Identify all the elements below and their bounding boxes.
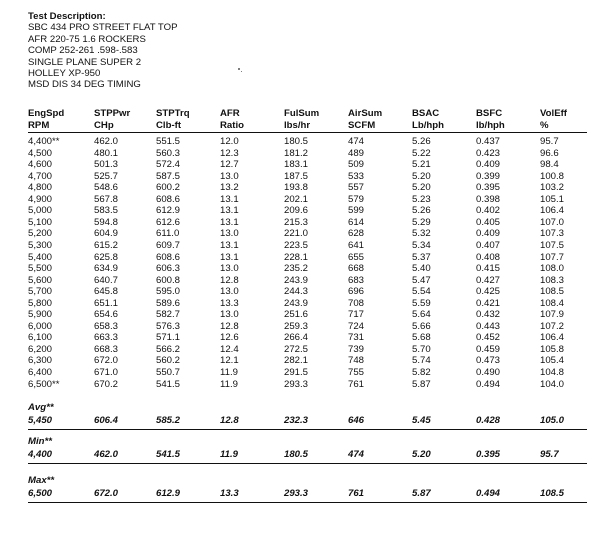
cell-fuel: 235.2 (284, 263, 309, 275)
cell-torque: 576.3 (156, 320, 181, 332)
cell-voleff: 106.4 (540, 205, 565, 217)
cell-bsac: 5.26 (412, 205, 431, 217)
cell-bsfc: 0.408 (476, 251, 501, 263)
cell-bsfc: 0.432 (476, 309, 501, 321)
description-line: AFR 220-75 1.6 ROCKERS (28, 33, 146, 45)
cell-bsfc: 0.398 (476, 193, 501, 205)
description-line: COMP 252-261 .598-.583 (28, 45, 138, 57)
cell-power: 672.0 (94, 355, 119, 367)
cell-power: 604.9 (94, 228, 119, 240)
cell-voleff: 108.3 (540, 274, 565, 286)
cell-rpm: 5,100 (28, 216, 53, 228)
cell-power: 658.3 (94, 320, 119, 332)
test-description (28, 11, 177, 91)
cell-voleff: 107.9 (540, 309, 565, 321)
cell-fuel: 221.0 (284, 228, 309, 240)
cell-bsac: 5.23 (412, 193, 431, 205)
cell-rpm: 5,700 (28, 286, 53, 298)
table-row (0, 252, 602, 264)
cell-bsac: 5.74 (412, 355, 431, 367)
cell-power: 668.3 (94, 343, 119, 355)
cell-torque: 595.0 (156, 286, 181, 298)
cell-fuel: 291.5 (284, 367, 309, 378)
cell-voleff: 98.4 (540, 159, 559, 171)
table-row (0, 367, 602, 379)
summary-cell-fuel: 293.3 (284, 488, 309, 499)
cell-air: 668 (348, 263, 365, 275)
table-row (0, 309, 602, 321)
cell-torque: 560.2 (156, 355, 181, 367)
cell-bsac: 5.87 (412, 378, 431, 390)
table-row (0, 332, 602, 344)
column-header-stptrq: STPTrq Clb-ft (156, 108, 190, 131)
cell-rpm: 5,800 (28, 297, 53, 309)
summary-row-min (0, 449, 602, 461)
table-row (0, 379, 602, 391)
cell-rpm: 5,600 (28, 274, 53, 286)
cell-bsac: 5.64 (412, 309, 431, 321)
cell-afr: 13.2 (220, 182, 239, 194)
cell-afr: 13.1 (220, 239, 239, 251)
cell-fuel: 202.1 (284, 193, 309, 205)
cell-power: 671.0 (94, 367, 119, 378)
cell-power: 615.2 (94, 239, 119, 251)
table-row (0, 148, 602, 160)
cell-afr: 12.4 (220, 343, 239, 355)
cell-bsac: 5.40 (412, 263, 431, 275)
cell-rpm: 6,400 (28, 367, 53, 378)
table-row (0, 171, 602, 183)
scan-speck (238, 68, 240, 70)
summary-cell-torque: 612.9 (156, 488, 181, 499)
cell-air: 683 (348, 274, 365, 286)
cell-voleff: 107.0 (540, 216, 565, 228)
cell-air: 474 (348, 136, 365, 147)
cell-bsfc: 0.490 (476, 367, 501, 378)
summary-cell-bsac: 5.20 (412, 449, 431, 460)
cell-power: 634.9 (94, 263, 119, 275)
table-row (0, 136, 602, 148)
cell-rpm: 6,300 (28, 355, 53, 367)
cell-bsac: 5.26 (412, 136, 431, 147)
summary-cell-bsac: 5.45 (412, 415, 431, 426)
scan-speck (241, 71, 242, 72)
cell-afr: 12.7 (220, 159, 239, 171)
cell-fuel: 266.4 (284, 332, 309, 344)
cell-bsfc: 0.415 (476, 263, 501, 275)
cell-voleff: 108.4 (540, 297, 565, 309)
cell-voleff: 104.0 (540, 378, 565, 390)
cell-bsac: 5.54 (412, 286, 431, 298)
cell-bsfc: 0.405 (476, 216, 501, 228)
table-row (0, 217, 602, 229)
cell-air: 739 (348, 343, 365, 355)
cell-afr: 13.1 (220, 193, 239, 205)
cell-afr: 13.0 (220, 309, 239, 321)
description-line: SINGLE PLANE SUPER 2 (28, 56, 142, 68)
table-row (0, 344, 602, 356)
cell-bsac: 5.34 (412, 239, 431, 251)
cell-torque: 566.2 (156, 343, 181, 355)
cell-torque: 612.9 (156, 205, 181, 217)
cell-fuel: 272.5 (284, 343, 309, 355)
cell-rpm: 5,300 (28, 239, 53, 251)
summary-cell-rpm: 4,400 (28, 449, 53, 460)
cell-air: 708 (348, 297, 365, 309)
cell-bsfc: 0.421 (476, 297, 501, 309)
cell-torque: 611.0 (156, 228, 180, 240)
cell-power: 663.3 (94, 332, 119, 344)
table-row (0, 159, 602, 171)
cell-power: 480.1 (94, 147, 119, 159)
summary-cell-bsac: 5.87 (412, 488, 431, 499)
summary-label-avg: Avg** (28, 402, 54, 413)
table-row (0, 194, 602, 206)
summary-cell-voleff: 108.5 (540, 488, 565, 499)
cell-afr: 12.6 (220, 332, 239, 344)
cell-power: 501.3 (94, 159, 119, 171)
summary-cell-air: 646 (348, 415, 365, 426)
description-line: SBC 434 PRO STREET FLAT TOP (28, 22, 178, 34)
cell-torque: 550.7 (156, 367, 181, 378)
cell-fuel: 259.3 (284, 320, 309, 332)
cell-bsfc: 0.443 (476, 320, 501, 332)
summary-cell-air: 761 (348, 488, 365, 499)
cell-fuel: 282.1 (284, 355, 309, 367)
cell-afr: 13.0 (220, 228, 239, 240)
cell-air: 509 (348, 159, 365, 171)
cell-voleff: 108.5 (540, 286, 565, 298)
cell-air: 655 (348, 251, 365, 263)
cell-torque: 572.4 (156, 159, 181, 171)
cell-voleff: 105.8 (540, 343, 565, 355)
table-row (0, 355, 602, 367)
cell-rpm: 5,000 (28, 205, 53, 217)
table-row (0, 263, 602, 275)
cell-rpm: 6,100 (28, 332, 53, 344)
cell-bsac: 5.37 (412, 251, 431, 263)
summary-cell-bsfc: 0.395 (476, 449, 501, 460)
cell-afr: 13.0 (220, 263, 239, 275)
cell-bsfc: 0.399 (476, 170, 501, 182)
summary-cell-rpm: 5,450 (28, 415, 53, 426)
description-line: HOLLEY XP-950 (28, 68, 101, 80)
summary-row-avg (0, 415, 602, 427)
cell-air: 614 (348, 216, 365, 228)
cell-voleff: 100.8 (540, 170, 565, 182)
cell-rpm: 4,400** (28, 136, 60, 147)
cell-afr: 12.0 (220, 136, 239, 147)
cell-bsac: 5.59 (412, 297, 431, 309)
cell-bsfc: 0.395 (476, 182, 501, 194)
cell-bsac: 5.47 (412, 274, 431, 286)
cell-afr: 12.8 (220, 274, 239, 286)
cell-voleff: 96.6 (540, 147, 559, 159)
cell-power: 651.1 (94, 297, 119, 309)
cell-bsfc: 0.409 (476, 159, 501, 171)
summary-cell-bsfc: 0.494 (476, 488, 501, 499)
cell-rpm: 4,600 (28, 159, 53, 171)
cell-afr: 12.8 (220, 320, 239, 332)
cell-afr: 12.3 (220, 147, 239, 159)
cell-afr: 13.3 (220, 297, 239, 309)
cell-power: 645.8 (94, 286, 119, 298)
column-header-bsac: BSAC Lb/hph (412, 108, 444, 131)
table-row (0, 205, 602, 217)
cell-rpm: 4,500 (28, 147, 53, 159)
summary-cell-power: 606.4 (94, 415, 119, 426)
cell-power: 670.2 (94, 378, 119, 390)
table-row (0, 182, 602, 194)
cell-voleff: 105.4 (540, 355, 565, 367)
cell-bsac: 5.66 (412, 320, 431, 332)
cell-torque: 582.7 (156, 309, 181, 321)
cell-torque: 560.3 (156, 147, 181, 159)
summary-cell-afr: 12.8 (220, 415, 239, 426)
cell-air: 628 (348, 228, 365, 240)
cell-torque: 612.6 (156, 216, 181, 228)
cell-air: 731 (348, 332, 365, 344)
cell-fuel: 243.9 (284, 274, 309, 286)
summary-cell-air: 474 (348, 449, 365, 460)
table-row (0, 286, 602, 298)
cell-bsac: 5.21 (412, 159, 431, 171)
table-row (0, 240, 602, 252)
cell-rpm: 4,800 (28, 182, 53, 194)
summary-rule (28, 429, 587, 430)
summary-cell-power: 672.0 (94, 488, 119, 499)
cell-power: 462.0 (94, 136, 119, 147)
cell-bsfc: 0.473 (476, 355, 501, 367)
cell-fuel: 209.6 (284, 205, 309, 217)
summary-cell-voleff: 105.0 (540, 415, 565, 426)
cell-rpm: 4,900 (28, 193, 53, 205)
cell-torque: 608.6 (156, 193, 181, 205)
cell-air: 696 (348, 286, 365, 298)
cell-air: 533 (348, 170, 365, 182)
column-header-engspd: EngSpd RPM (28, 108, 65, 131)
cell-torque: 609.7 (156, 239, 181, 251)
cell-air: 641 (348, 239, 365, 251)
column-header-bsfc: BSFC lb/hph (476, 108, 505, 131)
cell-voleff: 106.4 (540, 332, 565, 344)
cell-torque: 571.1 (156, 332, 181, 344)
cell-fuel: 180.5 (284, 136, 309, 147)
table-row (0, 321, 602, 333)
summary-cell-afr: 11.9 (220, 449, 238, 460)
cell-bsfc: 0.427 (476, 274, 501, 286)
cell-power: 567.8 (94, 193, 119, 205)
cell-fuel: 181.2 (284, 147, 309, 159)
cell-fuel: 193.8 (284, 182, 309, 194)
summary-rule (28, 502, 587, 503)
cell-rpm: 4,700 (28, 170, 53, 182)
cell-bsfc: 0.423 (476, 147, 501, 159)
summary-row-max (0, 488, 602, 500)
description-title: Test Description: (28, 11, 106, 22)
cell-voleff: 108.0 (540, 263, 565, 275)
cell-afr: 11.9 (220, 378, 238, 390)
summary-rule (28, 463, 587, 464)
cell-air: 748 (348, 355, 365, 367)
cell-torque: 600.2 (156, 182, 181, 194)
summary-cell-torque: 585.2 (156, 415, 181, 426)
cell-torque: 541.5 (156, 378, 181, 390)
summary-cell-rpm: 6,500 (28, 488, 53, 499)
cell-air: 761 (348, 378, 365, 390)
cell-rpm: 6,500** (28, 378, 60, 390)
cell-bsfc: 0.402 (476, 205, 501, 217)
table-row (0, 275, 602, 287)
cell-bsfc: 0.494 (476, 378, 501, 390)
cell-bsfc: 0.407 (476, 239, 501, 251)
cell-torque: 589.6 (156, 297, 181, 309)
cell-air: 579 (348, 193, 365, 205)
cell-fuel: 183.1 (284, 159, 309, 171)
summary-cell-fuel: 232.3 (284, 415, 309, 426)
cell-voleff: 107.7 (540, 251, 565, 263)
cell-air: 557 (348, 182, 365, 194)
table-row (0, 298, 602, 310)
cell-rpm: 5,200 (28, 228, 53, 240)
cell-torque: 551.5 (156, 136, 181, 147)
cell-power: 640.7 (94, 274, 119, 286)
cell-power: 583.5 (94, 205, 119, 217)
column-header-voleff: VolEff % (540, 108, 568, 131)
cell-fuel: 215.3 (284, 216, 309, 228)
cell-power: 654.6 (94, 309, 119, 321)
cell-bsac: 5.20 (412, 170, 431, 182)
summary-cell-fuel: 180.5 (284, 449, 309, 460)
cell-bsac: 5.20 (412, 182, 431, 194)
cell-torque: 606.3 (156, 263, 181, 275)
cell-fuel: 243.9 (284, 297, 309, 309)
cell-torque: 587.5 (156, 170, 181, 182)
cell-air: 489 (348, 147, 365, 159)
summary-cell-torque: 541.5 (156, 449, 181, 460)
cell-rpm: 6,000 (28, 320, 53, 332)
column-header-airsum: AirSum SCFM (348, 108, 383, 131)
summary-cell-voleff: 95.7 (540, 449, 559, 460)
cell-bsfc: 0.409 (476, 228, 501, 240)
cell-voleff: 105.1 (540, 193, 565, 205)
cell-voleff: 95.7 (540, 136, 559, 147)
cell-air: 599 (348, 205, 365, 217)
column-header-stppwr: STPPwr CHp (94, 108, 131, 131)
cell-bsac: 5.68 (412, 332, 431, 344)
cell-voleff: 107.3 (540, 228, 565, 240)
cell-rpm: 5,900 (28, 309, 53, 321)
cell-torque: 600.8 (156, 274, 181, 286)
cell-fuel: 244.3 (284, 286, 309, 298)
cell-bsfc: 0.452 (476, 332, 501, 344)
cell-afr: 13.1 (220, 205, 239, 217)
header-rule (28, 132, 587, 133)
cell-rpm: 5,500 (28, 263, 53, 275)
summary-label-min: Min** (28, 436, 52, 447)
cell-bsfc: 0.425 (476, 286, 501, 298)
summary-cell-afr: 13.3 (220, 488, 239, 499)
cell-fuel: 223.5 (284, 239, 309, 251)
cell-afr: 13.1 (220, 251, 239, 263)
cell-power: 525.7 (94, 170, 119, 182)
cell-air: 717 (348, 309, 365, 321)
cell-voleff: 107.5 (540, 239, 565, 251)
cell-power: 594.8 (94, 216, 119, 228)
cell-power: 625.8 (94, 251, 119, 263)
cell-air: 755 (348, 367, 365, 378)
cell-fuel: 228.1 (284, 251, 309, 263)
cell-torque: 608.6 (156, 251, 181, 263)
cell-afr: 11.9 (220, 367, 238, 378)
summary-cell-power: 462.0 (94, 449, 119, 460)
cell-bsac: 5.70 (412, 343, 431, 355)
cell-rpm: 5,400 (28, 251, 53, 263)
cell-rpm: 6,200 (28, 343, 53, 355)
cell-afr: 13.0 (220, 286, 239, 298)
column-header-afr: AFR Ratio (220, 108, 244, 131)
summary-cell-bsfc: 0.428 (476, 415, 501, 426)
cell-voleff: 103.2 (540, 182, 565, 194)
cell-voleff: 104.8 (540, 367, 565, 378)
table-row (0, 228, 602, 240)
cell-bsac: 5.32 (412, 228, 431, 240)
summary-label-max: Max** (28, 475, 55, 486)
cell-bsfc: 0.459 (476, 343, 501, 355)
description-line: MSD DIS 34 DEG TIMING (28, 79, 141, 91)
cell-afr: 13.0 (220, 170, 239, 182)
cell-voleff: 107.2 (540, 320, 565, 332)
column-header-fulsum: FulSum lbs/hr (284, 108, 320, 131)
cell-bsac: 5.82 (412, 367, 431, 378)
cell-air: 724 (348, 320, 365, 332)
cell-fuel: 187.5 (284, 170, 309, 182)
cell-bsfc: 0.437 (476, 136, 501, 147)
cell-bsac: 5.29 (412, 216, 431, 228)
cell-fuel: 293.3 (284, 378, 309, 390)
cell-bsac: 5.22 (412, 147, 431, 159)
cell-fuel: 251.6 (284, 309, 309, 321)
cell-afr: 13.1 (220, 216, 239, 228)
cell-power: 548.6 (94, 182, 119, 194)
cell-afr: 12.1 (220, 355, 239, 367)
